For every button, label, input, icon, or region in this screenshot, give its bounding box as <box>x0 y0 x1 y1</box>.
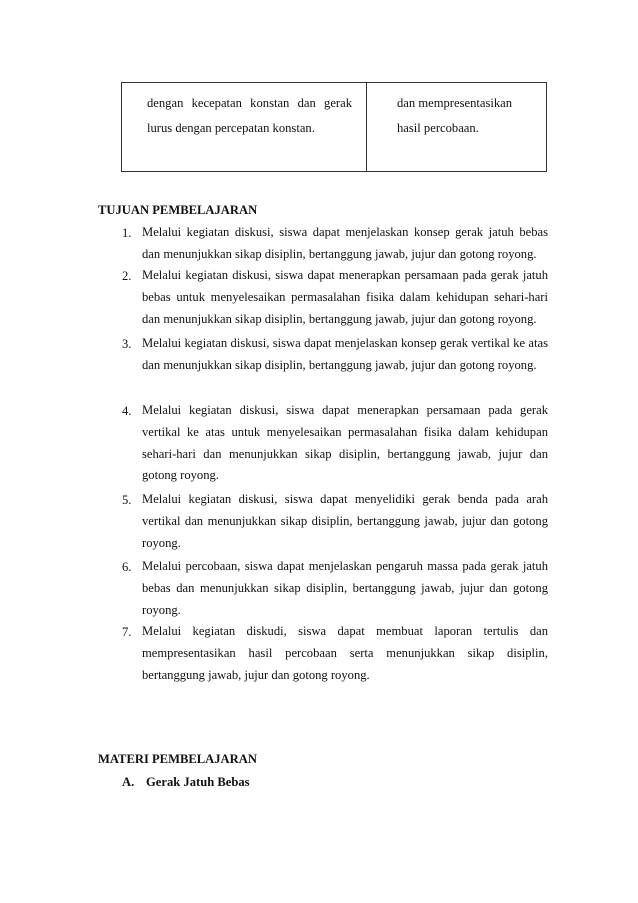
list-item-number: 6. <box>122 560 132 574</box>
list-item-text: Melalui kegiatan diskusi, siswa dapat menjelaskan konsep gerak vertikal ke atas dan menunjukkan sikap disiplin, bertanggung jawab, jujur dan gotong royong. <box>142 336 548 372</box>
list-item <box>98 333 548 400</box>
subheading-letter: A. <box>122 775 135 789</box>
list-item-text: Melalui kegiatan diskusi, siswa dapat menerapkan persamaan pada gerak vertikal ke atas untuk menyelesaikan permasalahan fisika dalam kehidupan sehari-hari dan menunjukkan sikap disiplin, bertanggung jawab, jujur dan gotong royong. <box>142 403 548 483</box>
objectives-table-fragment <box>121 82 547 172</box>
list-item-text: Melalui percobaan, siswa dapat menjelaskan pengaruh massa pada gerak jatuh bebas dan menunjukkan sikap disiplin, bertanggung jawab, jujur dan gotong royong. <box>142 559 548 617</box>
list-item-number: 2. <box>122 269 132 283</box>
list-item <box>98 556 548 621</box>
table-right-line-2: hasil percobaan. <box>397 121 479 135</box>
materi-heading: MATERI PEMBELAJARAN <box>98 752 257 766</box>
list-item-text: Melalui kegiatan diskusi, siswa dapat menjelaskan konsep gerak jatuh bebas dan menunjukkan sikap disiplin, bertanggung jawab, jujur dan gotong royong. <box>142 225 548 261</box>
subheading-title: Gerak Jatuh Bebas <box>146 775 250 789</box>
table-left-line-1: dengan kecepatan konstan dan gerak <box>147 96 352 110</box>
tujuan-heading: TUJUAN PEMBELAJARAN <box>98 203 258 217</box>
tujuan-list <box>98 222 548 687</box>
list-item-text: Melalui kegiatan diskudi, siswa dapat membuat laporan tertulis dan mempresentasikan hasil percobaan serta menunjukkan sikap disiplin, bertanggung jawab, jujur dan gotong royong. <box>142 624 548 682</box>
list-item-number: 5. <box>122 493 132 507</box>
list-item-text: Melalui kegiatan diskusi, siswa dapat menerapkan persamaan pada gerak jatuh bebas untuk menyelesaikan permasalahan fisika dalam kehidupan sehari-hari dan menunjukkan sikap disiplin, bertanggung jawab, jujur dan gotong royong. <box>142 268 548 326</box>
list-item-number: 3. <box>122 337 132 351</box>
table-right-line-1: dan mempresentasikan <box>397 96 513 110</box>
list-item-number: 4. <box>122 404 132 418</box>
table-left-line-2: lurus dengan percepatan konstan. <box>147 121 315 135</box>
list-item <box>98 400 548 489</box>
list-item <box>98 265 548 333</box>
list-item <box>98 489 548 556</box>
table-cell-left <box>122 83 367 171</box>
list-item <box>98 621 548 687</box>
list-item-text: Melalui kegiatan diskusi, siswa dapat menyelidiki gerak benda pada arah vertikal dan menunjukkan sikap disiplin, bertanggung jawab, jujur dan gotong royong. <box>142 492 548 550</box>
table-cell-right <box>367 83 546 171</box>
list-item <box>98 222 548 265</box>
list-item-number: 7. <box>122 625 132 639</box>
list-item-number: 1. <box>122 226 132 240</box>
materi-subheading <box>122 775 250 790</box>
